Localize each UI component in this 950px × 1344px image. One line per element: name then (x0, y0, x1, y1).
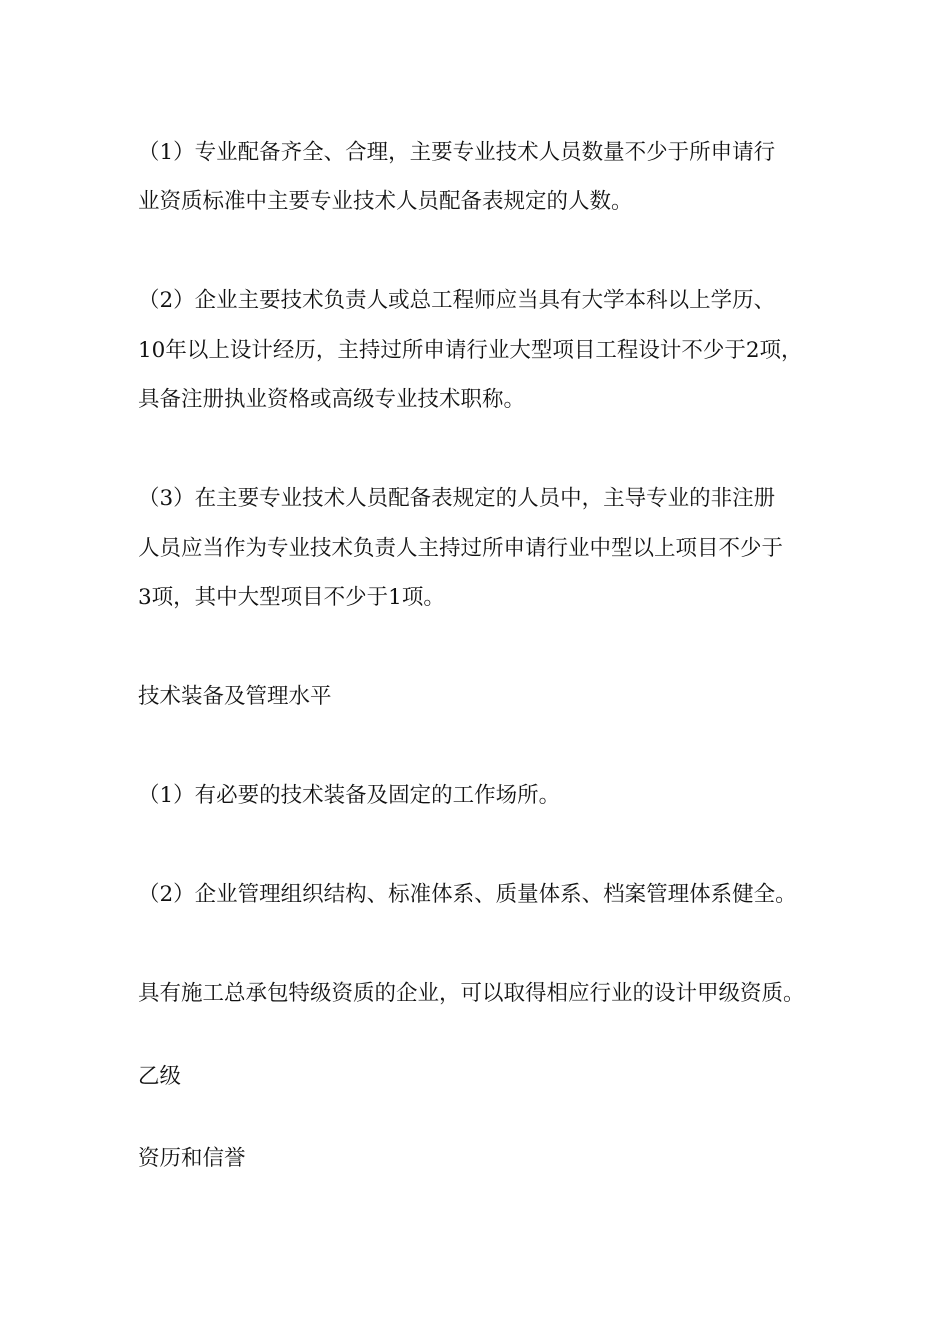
paragraph-3-line-2: 人员应当作为专业技术负责人主持过所申请行业中型以上项目不少于 (138, 536, 784, 561)
paragraph-1-line-2: 业资质标准中主要专业技术人员配备表规定的人数。 (138, 189, 633, 214)
section-heading-qualifications: 资历和信誉 (138, 1146, 246, 1171)
paragraph-2-line-3: 具备注册执业资格或高级专业技术职称。 (138, 387, 526, 412)
grade-heading-b: 乙级 (138, 1064, 182, 1089)
paragraph-4: （1）有必要的技术装备及固定的工作场所。 (138, 783, 561, 808)
section-heading-equipment-management: 技术装备及管理水平 (138, 684, 332, 709)
paragraph-3-line-3: 3项，其中大型项目不少于1项。 (138, 585, 445, 610)
paragraph-3-line-1: （3）在主要专业技术人员配备表规定的人员中，主导专业的非注册 (138, 486, 776, 511)
paragraph-2-line-1: （2）企业主要技术负责人或总工程师应当具有大学本科以上学历、 (138, 288, 776, 313)
paragraph-1-line-1: （1）专业配备齐全、合理，主要专业技术人员数量不少于所申请行 (138, 140, 776, 165)
paragraph-5: （2）企业管理组织结构、标准体系、质量体系、档案管理体系健全。 (138, 882, 797, 907)
paragraph-2-line-2: 10年以上设计经历，主持过所申请行业大型项目工程设计不少于2项， (138, 338, 803, 363)
paragraph-6: 具有施工总承包特级资质的企业，可以取得相应行业的设计甲级资质。 (138, 981, 805, 1006)
